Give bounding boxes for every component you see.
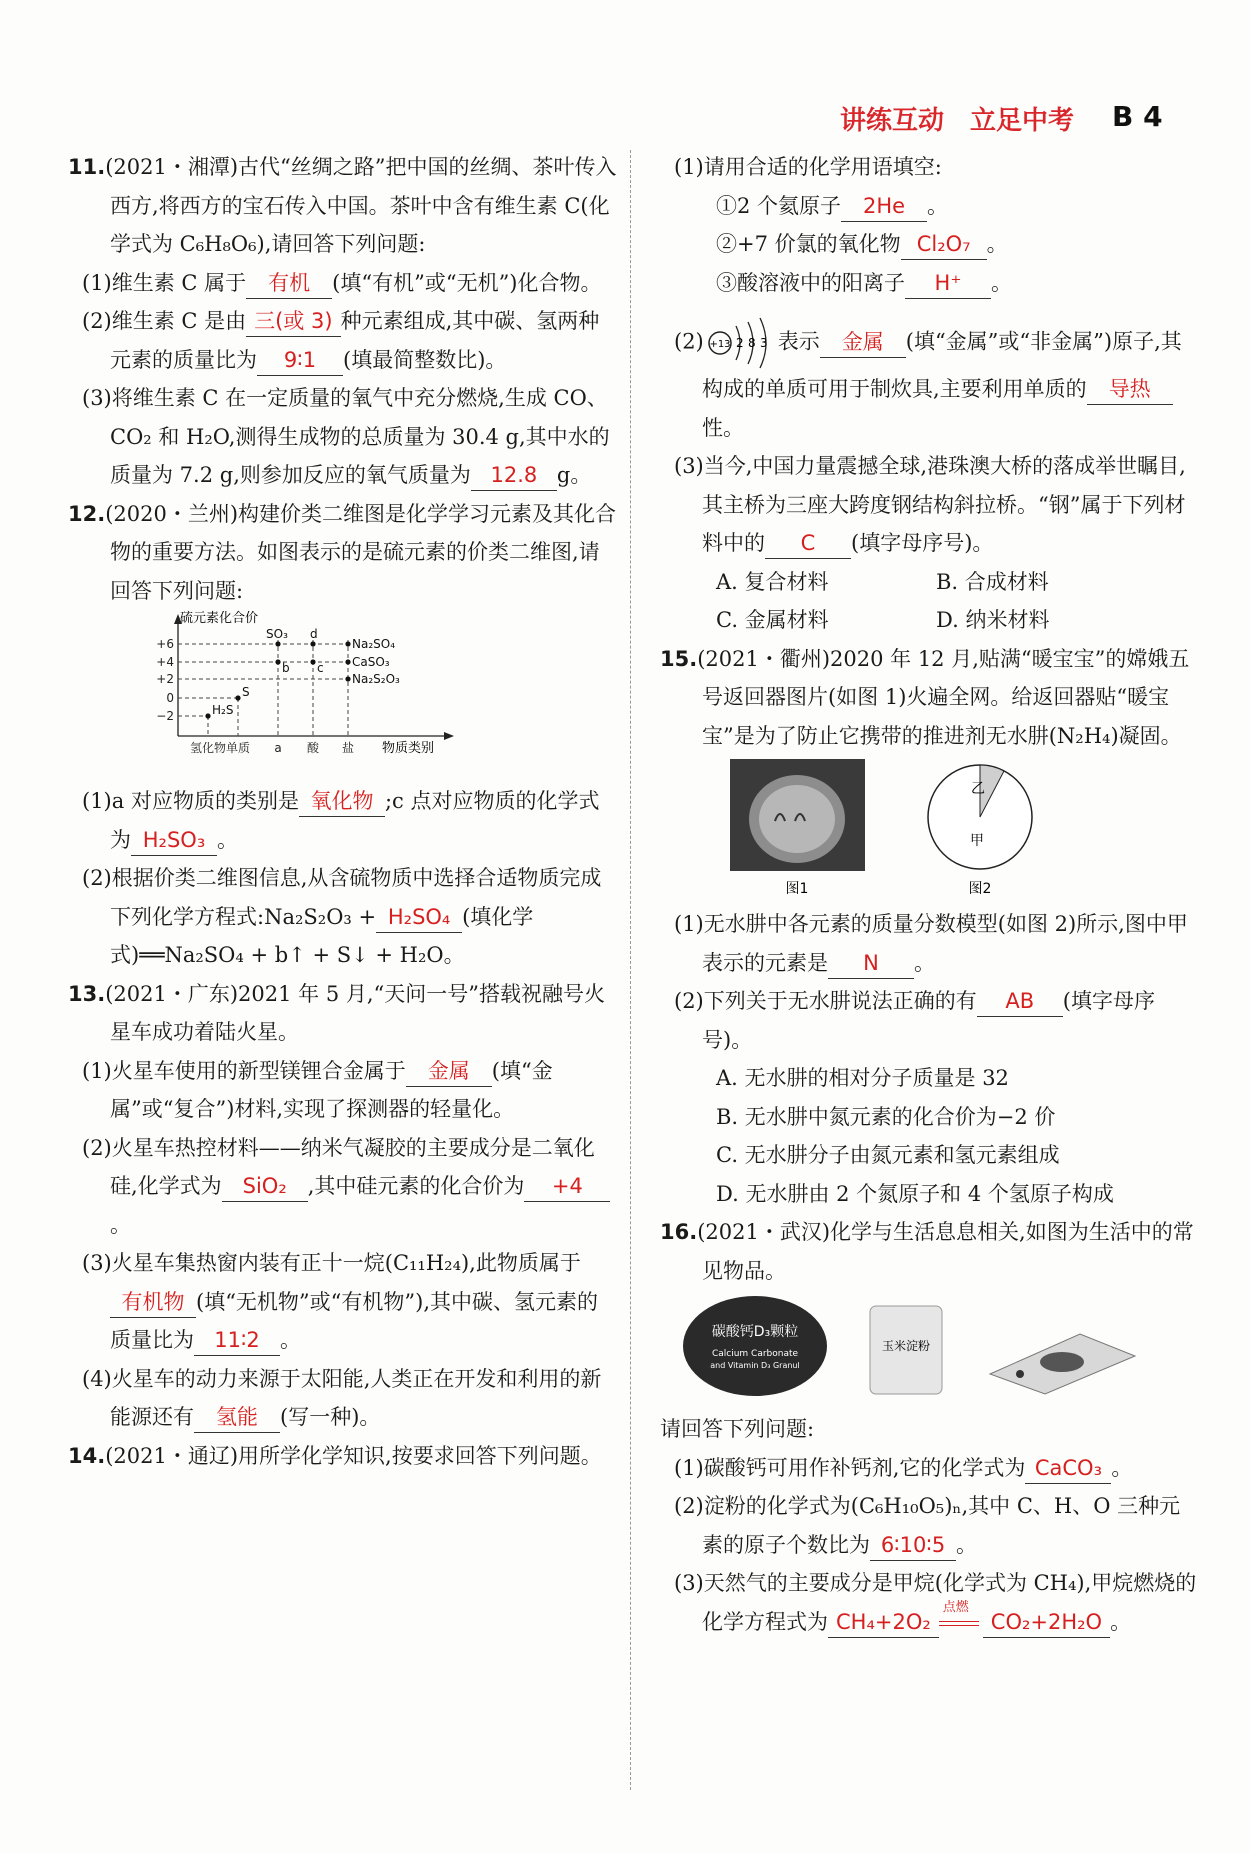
answer-blank: 11∶2 bbox=[194, 1325, 280, 1356]
package-text: and Vitamin D₃ Granul bbox=[710, 1361, 800, 1370]
sub-question-text: 。 bbox=[1111, 1455, 1133, 1480]
question-number: 13. bbox=[68, 981, 106, 1006]
question-number: 15. bbox=[660, 646, 698, 671]
pie-label: 甲 bbox=[970, 833, 984, 849]
point-c bbox=[310, 659, 315, 664]
item-text: ①2 个氦原子 bbox=[716, 193, 842, 218]
option: A. 无水肼的相对分子质量是 32 bbox=[716, 1066, 1009, 1090]
answer-blank: 氢能 bbox=[194, 1402, 280, 1433]
question-stem: (2021・衢州)2020 年 12 月,贴满“暖宝宝”的嫦娥五号返回器图片(如图 1)火遍全网。给返回器贴“暖宝宝”是为了防止它携带的推进剂无水肼(N₂H₄)凝固。 bbox=[697, 646, 1190, 748]
sub-question-text: (1)无水肼中各元素的质量分数模型(如图 2)所示,图中甲表示的元素是 bbox=[674, 912, 1188, 975]
x-category-label: a bbox=[274, 741, 282, 755]
shell-electrons: 2 bbox=[735, 336, 744, 350]
answer-blank: CO₂+2H₂O bbox=[983, 1607, 1110, 1638]
answer-blank: 9∶1 bbox=[257, 345, 343, 376]
right-column bbox=[660, 148, 1200, 1641]
point-label: d bbox=[310, 627, 318, 641]
header-title: 讲练互动 立足中考 bbox=[840, 106, 1075, 136]
question-stem: (2021・湘潭)古代“丝绸之路”把中国的丝绸、茶叶传入西方,将西方的宝石传入中国。茶叶中含有维生素 C(化学式为 C₆H₈O₆),请回答下列问题: bbox=[105, 155, 617, 256]
sub-question-text: (2)根据价类二维图信息,从含硫物质中选择合适物质完成下列化学方程式:Na₂S₂O₃ + bbox=[82, 866, 602, 929]
option: C. 金属材料 bbox=[716, 608, 829, 632]
question-number: 16. bbox=[660, 1220, 698, 1244]
y-tick-label: +2 bbox=[156, 672, 174, 686]
figure-caption: 图2 bbox=[968, 881, 992, 897]
sub-question-text: (填字母序号)。 bbox=[702, 989, 1155, 1052]
question-number: 14. bbox=[68, 1443, 106, 1468]
question-16 bbox=[660, 1213, 1200, 1641]
question-number: 11. bbox=[68, 155, 106, 179]
y-tick-label: +4 bbox=[156, 655, 174, 669]
condition-text: 点燃 bbox=[942, 1599, 969, 1615]
option: D. 纳米材料 bbox=[936, 608, 1050, 632]
option: A. 复合材料 bbox=[716, 569, 829, 594]
sub-question-text: (1)请用合适的化学用语填空: bbox=[674, 155, 942, 179]
question-stem: (2020・兰州)构建价类二维图是化学学习元素及其化合物的重要方法。如图表示的是硫元素的价类二维图,请回答下列问题: bbox=[105, 501, 617, 603]
answer-blank: 有机 bbox=[246, 268, 332, 299]
answer-blank: AB bbox=[977, 986, 1063, 1017]
sub-question-text: (1)维生素 C 属于 bbox=[82, 270, 247, 295]
y-tick-label: −2 bbox=[156, 709, 174, 723]
shell-electrons: 8 bbox=[747, 336, 756, 350]
answer-blank: 金属 bbox=[406, 1056, 492, 1087]
point-label: S bbox=[242, 685, 250, 699]
figures-row bbox=[660, 755, 1200, 905]
answer-blank: 金属 bbox=[820, 327, 906, 358]
point-na2so4 bbox=[345, 641, 350, 646]
sub-question-text: (填化学式)══Na₂SO₄ + b↑ + S↓ + H₂O。 bbox=[110, 904, 534, 967]
y-axis-label: 硫元素化合价 bbox=[180, 611, 259, 626]
sub-question-text: (填“金属”或“非金属”)原子,其构成的单质可用于制炊具,主要利用单质的 bbox=[702, 329, 1182, 401]
sub-question-text: 。 bbox=[110, 1212, 131, 1237]
x-category-label: 酸 bbox=[306, 741, 320, 755]
answer-blank: +4 bbox=[524, 1171, 610, 1202]
sub-question-text: 表示 bbox=[777, 329, 820, 354]
options-row bbox=[660, 601, 1200, 640]
option: C. 无水肼分子由氮元素和氢元素组成 bbox=[716, 1143, 1060, 1167]
answer-blank: H₂SO₃ bbox=[131, 825, 217, 856]
question-number: 12. bbox=[68, 501, 106, 526]
question-14-continued: (1)请用合适的化学用语填空: ①2 个氦原子 2He 。 ②+7 价氯的氧化物 Cl₂O₇ 。 ③酸溶液中的阳离子 H⁺ 。 (2) +13 2 8 3 表示 金属 (填“金属”或“非金属”)原子,其构成的单质可用于制炊具,主要利用单质的 导热性。 (3)当今,中国力量震撼全球,港珠澳大桥的落成举世瞩目,其主桥为三座大跨度钢结构斜拉桥。“钢”属于下列材料中的 C (填字母序号)。 A. 复合材料 B. 合成材料 C. 金属材料 D. 纳米材料 bbox=[660, 148, 1200, 640]
sub-question-text: (3)天然气的主要成分是甲烷(化学式为 CH₄),甲烷燃烧的化学方程式为 bbox=[674, 1571, 1197, 1634]
item-text: 。 bbox=[927, 193, 949, 218]
question-15 bbox=[660, 640, 1200, 1214]
left-column bbox=[68, 148, 618, 1475]
point-so3 bbox=[275, 641, 280, 646]
option: D. 无水肼由 2 个氮原子和 4 个氢原子构成 bbox=[716, 1181, 1114, 1206]
sub-question-text: ,其中硅元素的化合价为 bbox=[307, 1174, 525, 1198]
sub-question-text: (2)维生素 C 是由 bbox=[82, 309, 247, 333]
sub-question-text: ;c 点对应物质的化学式为 bbox=[110, 789, 600, 852]
answer-blank: N bbox=[828, 948, 914, 979]
product-images bbox=[660, 1290, 1200, 1410]
item-text: ③酸溶液中的阳离子 bbox=[716, 270, 905, 295]
question-12 bbox=[68, 495, 618, 975]
point-label: SO₃ bbox=[266, 627, 288, 641]
y-tick-label: +6 bbox=[156, 637, 174, 651]
answer-blank: CH₄+2O₂ bbox=[828, 1607, 939, 1638]
sub-question-text: 种元素组成,其中碳、氢两种元素的质量比为 bbox=[110, 309, 600, 372]
item-text: 。 bbox=[986, 232, 1008, 256]
answer-blank: H₂SO₄ bbox=[376, 902, 462, 933]
sub-question-text: 。 bbox=[956, 1532, 977, 1557]
answer-blank: 6∶10∶5 bbox=[870, 1530, 956, 1561]
reaction-condition bbox=[939, 1599, 983, 1642]
sub-question-text: (2)火星车热控材料——纳米气凝胶的主要成分是二氧化硅,化学式为 bbox=[82, 1135, 595, 1198]
figure-caption: 图1 bbox=[785, 881, 809, 897]
prompt-text: 请回答下列问题: bbox=[660, 1417, 815, 1441]
sub-question-text: (填字母序号)。 bbox=[851, 531, 994, 555]
question-11 bbox=[68, 148, 618, 495]
answer-blank: 2He bbox=[841, 191, 927, 222]
valence-class-chart bbox=[68, 610, 618, 782]
atom-structure-diagram bbox=[706, 316, 776, 370]
sub-question-text: (填“无机物”或“有机物”),其中碳、氢元素的质量比为 bbox=[110, 1289, 599, 1352]
point-label: CaSO₃ bbox=[352, 655, 390, 669]
sub-question-text: 。 bbox=[280, 1328, 301, 1352]
question-14-start bbox=[68, 1437, 618, 1476]
item-text: ②+7 价氯的氧化物 bbox=[716, 232, 901, 256]
sub-question-text: 。 bbox=[217, 827, 238, 852]
sub-question-text: (1)碳酸钙可用作补钙剂,它的化学式为 bbox=[674, 1455, 1026, 1480]
sub-question-text: (填“有机”或“无机”)化合物。 bbox=[332, 270, 602, 295]
point-s bbox=[235, 695, 240, 700]
point-label: b bbox=[282, 661, 290, 675]
sub-question-text: (3)将维生素 C 在一定质量的氧气中充分燃烧,生成 CO、CO₂ 和 H₂O,测得生成物的总质量为 30.4 g,其中水的质量为 7.2 g,则参加反应的氧气质量为 bbox=[82, 386, 610, 487]
sub-question-text: (3)当今,中国力量震撼全球,港珠澳大桥的落成举世瞩目,其主桥为三座大跨度钢结构斜拉桥。“钢”属于下列材料中的 bbox=[674, 454, 1186, 555]
sub-question-text: (1)a 对应物质的类别是 bbox=[82, 789, 299, 813]
sub-question-text: 。 bbox=[1110, 1609, 1132, 1634]
column-divider bbox=[630, 150, 631, 1790]
point-b bbox=[275, 659, 280, 664]
answer-blank: 有机物 bbox=[110, 1287, 196, 1318]
point-h2s bbox=[205, 713, 210, 718]
sub-question-text: 。 bbox=[914, 950, 935, 975]
x-axis-label: 物质类别 bbox=[381, 741, 435, 756]
answer-blank: Cl₂O₇ bbox=[901, 229, 987, 260]
x-category-label: 盐 bbox=[341, 741, 355, 755]
package-text: 碳酸钙D₃颗粒 bbox=[711, 1324, 799, 1340]
x-category-label: 单质 bbox=[225, 741, 251, 755]
option: B. 无水肼中氮元素的化合价为−2 价 bbox=[716, 1104, 1056, 1129]
answer-blank: 三(或 3) bbox=[246, 306, 340, 337]
sub-question-text: g。 bbox=[556, 463, 592, 487]
answer-blank: SiO₂ bbox=[222, 1171, 308, 1202]
point-label: c bbox=[317, 661, 324, 675]
point-label: Na₂SO₄ bbox=[352, 637, 396, 651]
sub-question-text: 性。 bbox=[702, 415, 744, 440]
pie-label: 乙 bbox=[971, 781, 985, 797]
shell-electrons: 3 bbox=[759, 336, 768, 350]
y-tick-label: 0 bbox=[166, 691, 174, 705]
package-text: Calcium Carbonate bbox=[711, 1349, 799, 1359]
sub-question-text: (3)火星车集热窗内装有正十一烷(C₁₁H₂₄),此物质属于 bbox=[82, 1251, 581, 1275]
page-code: B 4 bbox=[1112, 100, 1163, 133]
question-stem: (2021・广东)2021 年 5 月,“天问一号”搭载祝融号火星车成功着陆火星。 bbox=[105, 981, 606, 1044]
point-label: Na₂S₂O₃ bbox=[352, 672, 400, 686]
answer-blank: 氧化物 bbox=[299, 786, 385, 817]
point-d bbox=[310, 641, 315, 646]
nucleus-charge: +13 bbox=[709, 339, 731, 350]
calcium-package-image bbox=[683, 1296, 827, 1396]
package-text: 玉米淀粉 bbox=[881, 1339, 931, 1353]
sub-question-text: (写一种)。 bbox=[280, 1405, 381, 1429]
question-stem: (2021・通辽)用所学化学知识,按要求回答下列问题。 bbox=[105, 1443, 602, 1468]
options-row bbox=[660, 563, 1200, 602]
answer-blank: 导热 bbox=[1087, 374, 1173, 405]
sub-question-text: (填“金属”或“复合”)材料,实现了探测器的轻量化。 bbox=[110, 1058, 553, 1121]
answer-blank: CaCO₃ bbox=[1025, 1453, 1111, 1484]
sub-question-text: (填最简整数比)。 bbox=[343, 347, 507, 372]
point-na2s2o3 bbox=[345, 676, 350, 681]
page-header bbox=[0, 100, 1250, 140]
option: B. 合成材料 bbox=[936, 569, 1049, 594]
question-13 bbox=[68, 975, 618, 1437]
item-text: 。 bbox=[991, 270, 1012, 295]
question-stem: (2021・武汉)化学与生活息息相关,如图为生活中的常见物品。 bbox=[697, 1220, 1194, 1283]
answer-blank: H⁺ bbox=[905, 268, 991, 299]
answer-blank: C bbox=[765, 528, 851, 559]
answer-blank: 12.8 bbox=[471, 460, 557, 491]
x-category-label: 氢化物 bbox=[189, 741, 227, 755]
sub-question-text: (4)火星车的动力来源于太阳能,人类正在开发和利用的新能源还有 bbox=[82, 1366, 602, 1429]
point-caso3 bbox=[345, 659, 350, 664]
sub-question-text: (2)下列关于无水肼说法正确的有 bbox=[674, 989, 977, 1013]
sub-question-text: (2)淀粉的化学式为(C₆H₁₀O₅)ₙ,其中 C、H、O 三种元素的原子个数比为 bbox=[674, 1494, 1181, 1557]
point-label: H₂S bbox=[212, 703, 234, 717]
sub-question-text: (1)火星车使用的新型镁锂合金属于 bbox=[82, 1058, 406, 1083]
